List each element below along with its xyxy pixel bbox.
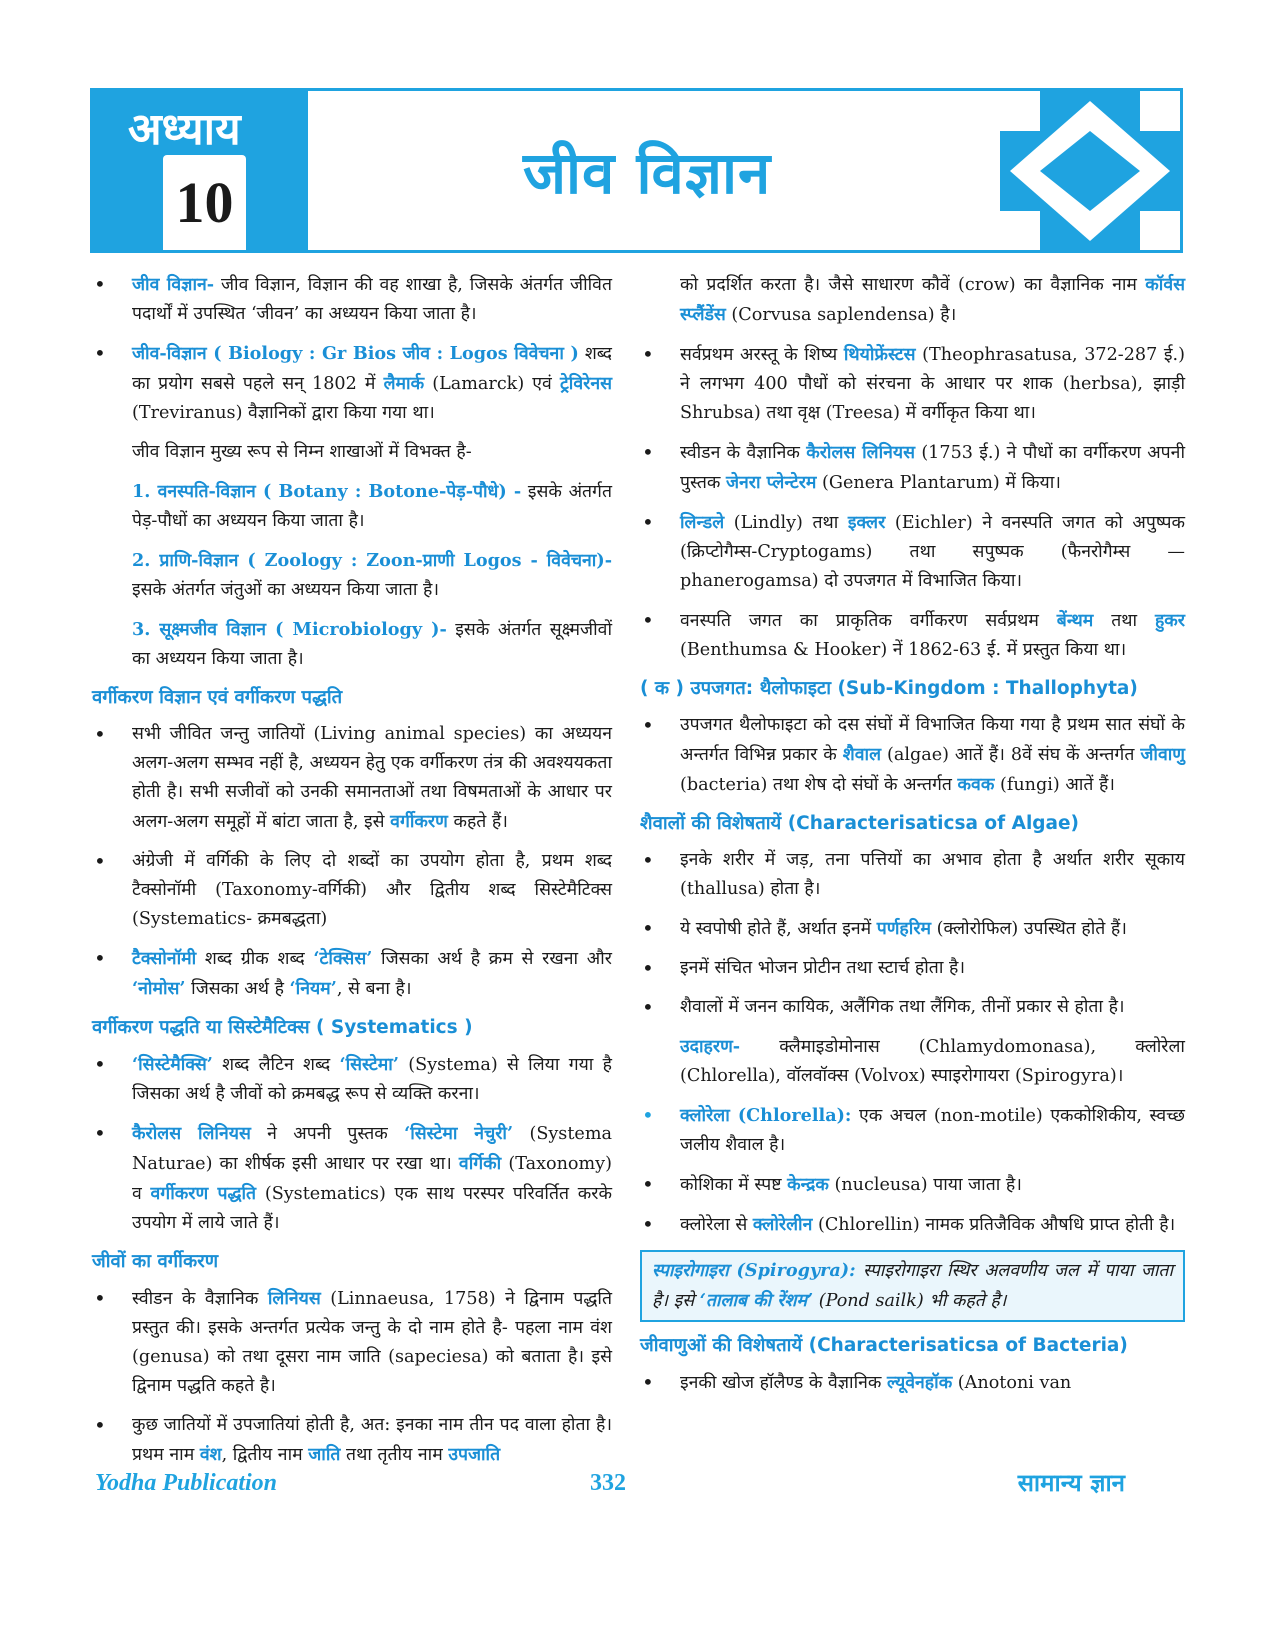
list-item: • कोशिका में स्पष्ट केन्द्रक (nucleusa) पाया जाता है।	[640, 1170, 1185, 1200]
branch-botany: 1. वनस्पति-विज्ञान ( Botany : Botone-पेड़-पौधे) - इसके अंतर्गत पेड़-पौधों का अध्ययन किया जाता है।	[132, 481, 612, 531]
chapter-title: जीव विज्ञान	[523, 139, 772, 207]
list-item: • ‘सिस्टेमैक्सि’ शब्द लैटिन शब्द ‘सिस्टेमा’ (Systema) से लिया गया है जिसका अर्थ है जीवों को क्रमबद्ध रूप से व्यक्ति करना।	[92, 1050, 612, 1109]
list-item: • स्वीडन के वैज्ञानिक लिनियस (Linnaeusa, 1758) ने द्विनाम पद्धति प्रस्तुत की। इसके अन्तर्गत प्रत्येक जन्तु के दो नाम होते है- पहला नाम वंश (genusa) को तथा दूसरा नाम जाति (sapeciesa) को बताता है। इसे द्विनाम पद्धति कहते है।	[92, 1284, 612, 1401]
page-number: 332	[590, 1470, 626, 1496]
list-item: • शैवालों में जनन कायिक, अलैंगिक तथा लैंगिक, तीनों प्रकार से होता है।	[640, 993, 1185, 1022]
chapter-number: 10	[175, 170, 234, 235]
list-item: • कुछ जातियों में उपजातियां होती है, अत: इनका नाम तीन पद वाला होता है। प्रथम नाम वंश, द्वितीय नाम जाति तथा तृतीय नाम उपजाति	[92, 1411, 612, 1470]
example-paragraph: उदाहरण- क्लैमाइडोमोनास (Chlamydomonasa), क्लोरेला (Chlorella), वॉलवॉक्स (Volvox) स्पाइरोगायरा (Spirogyra)।	[680, 1036, 1185, 1086]
list-item: • जीव-विज्ञान ( Biology : Gr Bios जीव : Logos विवेचना ) शब्द का प्रयोग सबसे पहले सन् 1802 में लैमार्क (Lamarck) एवं ट्रेविरेनस (Treviranus) वैज्ञानिकों द्वारा किया गया था।	[92, 339, 612, 428]
paragraph: जीव विज्ञान मुख्य रूप से निम्न शाखाओं में विभक्त है-	[132, 442, 472, 462]
section-heading: वर्गीकरण पद्धति या सिस्टेमैटिक्स ( Systematics )	[92, 1017, 473, 1038]
list-item: • लिन्डले (Lindly) तथा इक्लर (Eichler) ने वनस्पति जगत को अपुष्पक (क्रिप्टोगैम्स-Cryptogams) तथा सपुष्पक (फैनरोगैम्स — phanerogamsa) दो उपजगत में विभाजित किया।	[640, 508, 1185, 596]
list-item: • इनकी खोज हॉलैण्ड के वैज्ञानिक ल्यूवेनहॉक (Anotoni van	[640, 1368, 1185, 1398]
right-column	[640, 270, 1185, 1408]
branch-microbiology: 3. सूक्ष्मजीव विज्ञान ( Microbiology )- इसके अंतर्गत सूक्ष्मजीवों का अध्ययन किया जाता है।	[132, 619, 613, 669]
section-heading: जीवों का वर्गीकरण	[92, 1251, 219, 1272]
paragraph: को प्रदर्शित करता है। जैसे साधारण कौवें (crow) का वैज्ञानिक नाम कॉर्वस स्प्लैंडेंस (Corvusa saplendensa) है।	[680, 274, 1185, 325]
highlight-box: स्पाइरोगाइरा (Spirogyra): स्पाइरोगाइरा स्थिर अलवणीय जल में पाया जाता है। इसे ‘तालाब की रेंशम’ (Pond sailk) भी कहते है।	[640, 1250, 1185, 1322]
list-item: • ये स्वपोषी होते हैं, अर्थात इनमें पर्णहरिम (क्लोरोफिल) उपस्थित होते हैं।	[640, 914, 1185, 944]
list-item: • वनस्पति जगत का प्राकृतिक वर्गीकरण सर्वप्रथम बेंन्थम तथा हुकर (Benthumsa & Hooker) नें 1862-63 ई. में प्रस्तुत किया था।	[640, 606, 1185, 665]
list-item: • सभी जीवित जन्तु जातियों (Living animal species) का अध्ययन अलग-अलग सम्भव नहीं है, अध्ययन हेतु एक वर्गीकरण तंत्र की अवश्ययकता होती है। सभी सजीवों को उनकी समानताओं तथा विषमताओं के आधार पर अलग-अलग समूहों में बांटा जाता है, इसे वर्गीकरण कहते हैं।	[92, 720, 612, 837]
section-heading: जीवाणुओं की विशेषतायें (Characterisaticsa of Bacteria)	[640, 1335, 1128, 1356]
section-heading: वर्गीकरण विज्ञान एवं वर्गीकरण पद्धति	[92, 687, 343, 708]
list-item: • टैक्सोनॉमी शब्द ग्रीक शब्द ‘टेक्सिस’ जिसका अर्थ है क्रम से रखना और ‘नोमोस’ जिसका अर्थ है ‘नियम’, से बना है।	[92, 944, 612, 1004]
list-item: • सर्वप्रथम अरस्तू के शिष्य थियोफ्रेंस्टस (Theophrasatusa, 372-287 ई.) ने लगभग 400 पौधों को संरचना के आधार पर शाक (herbsa), झाड़ी Shrubsa) तथा वृक्ष (Treesa) में वर्गीकृत किया था।	[640, 340, 1185, 428]
list-item: • उपजगत थैलोफाइटा को दस संघों में विभाजित किया गया है प्रथम सात संघों के अन्तर्गत विभिन्न प्रकार के शैवाल (algae) आतें हैं। 8वें संघ कें अन्तर्गत जीवाणु (bacteria) तथा शेष दो संघों के अन्तर्गत कवक (fungi) आतें हैं।	[640, 711, 1185, 800]
branch-zoology: 2. प्राणि-विज्ञान ( Zoology : Zoon-प्राणी Logos - विवेचना)- इसके अंतर्गत जंतुओं का अध्ययन किया जाता है।	[132, 550, 612, 600]
list-item: • इनके शरीर में जड़, तना पत्तियों का अभाव होता है अर्थात शरीर सूकाय (thallusa) होता है।	[640, 846, 1185, 904]
book-title: सामान्य ज्ञान	[1017, 1468, 1125, 1497]
list-item: • जीव विज्ञान- जीव विज्ञान, विज्ञान की वह शाखा है, जिसके अंतर्गत जीवित पदार्थों में उपस्थित ‘जीवन’ का अध्ययन किया जाता है।	[92, 270, 612, 329]
section-heading: शैवालों की विशेषतायें (Characterisaticsa of Algae)	[640, 813, 1080, 834]
chapter-tag-box	[93, 91, 308, 250]
publisher-name: Yodha Publication	[95, 1470, 278, 1496]
chapter-banner	[90, 88, 1183, 253]
chapter-number-box	[163, 155, 246, 250]
section-heading: ( क ) उपजगत: थैलोफाइटा (Sub-Kingdom : Thallophyta)	[640, 678, 1138, 699]
list-item: • क्लोरेला (Chlorella): एक अचल (non-motile) एककोशिकीय, स्वच्छ जलीय शैवाल है।	[640, 1101, 1185, 1160]
list-item: • इनमें संचित भोजन प्रोटीन तथा स्टार्च होता है।	[640, 954, 1185, 983]
left-column	[92, 270, 612, 1480]
list-item: • अंग्रेजी में वर्गिकी के लिए दो शब्दों का उपयोग होता है, प्रथम शब्द टैक्सोनॉमी (Taxonomy-वर्गिकी) और द्वितीय शब्द सिस्टेमैटिक्स (Systematics- क्रमबद्धता)	[92, 847, 612, 934]
list-item: • स्वीडन के वैज्ञानिक कैरोलस लिनियस (1753 ई.) ने पौधों का वर्गीकरण अपनी पुस्तक जेनरा प्लेन्टेरम (Genera Plantarum) में किया।	[640, 438, 1185, 498]
decorative-pattern-icon	[1000, 91, 1180, 250]
list-item: • कैरोलस लिनियस ने अपनी पुस्तक ‘सिस्टेमा नेचुरी’ (Systema Naturae) का शीर्षक इसी आधार पर रखा था। वर्गिकी (Taxonomy) व वर्गीकरण पद्धति (Systematics) एक साथ परस्पर परिवर्तित करके उपयोग में लाये जाते हैं।	[92, 1119, 612, 1238]
list-item: • क्लोरेला से क्लोरेलीन (Chlorellin) नामक प्रतिजैविक औषधि प्राप्त होती है।	[640, 1210, 1185, 1240]
chapter-tag-label: अध्याय	[128, 104, 241, 155]
